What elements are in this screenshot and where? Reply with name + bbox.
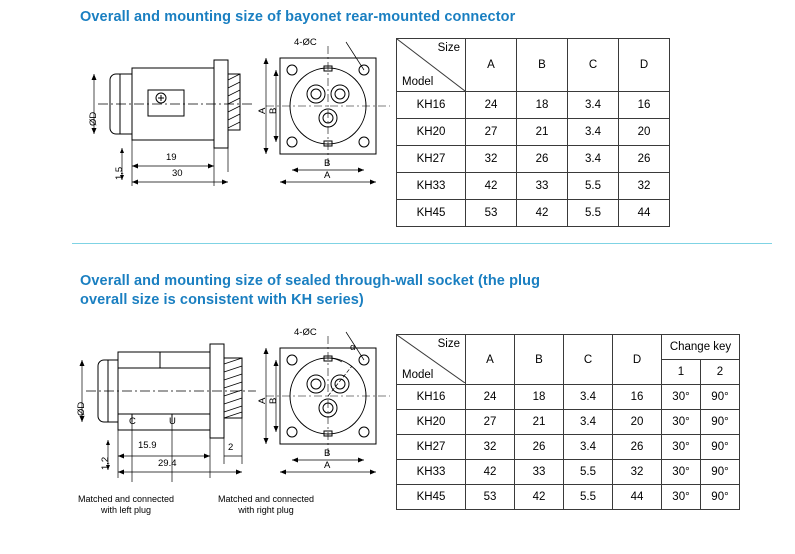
caption-left-line1: Matched and connected <box>77 494 175 504</box>
size-label: Size <box>437 42 460 54</box>
drawing-socket-front-view <box>250 322 400 502</box>
caption-right-line2: with right plug <box>238 505 294 515</box>
cell-model: KH33 <box>397 460 466 485</box>
column-header-c-2: C <box>564 335 613 385</box>
cell-d: 26 <box>613 435 662 460</box>
cell-b: 42 <box>515 485 564 510</box>
cell-b: 33 <box>517 173 568 200</box>
cell-a: 32 <box>466 435 515 460</box>
cell-c: 5.5 <box>568 200 619 227</box>
column-header-b: B <box>517 39 568 92</box>
label-dim-29-4: 29.4 <box>158 458 177 469</box>
cell-model: KH45 <box>397 485 466 510</box>
cell-c: 5.5 <box>564 460 613 485</box>
cell-key-1: 30° <box>662 385 701 410</box>
label-dim-1-5: 1,5 <box>114 166 125 180</box>
label-b-horizontal-1: B <box>324 158 331 169</box>
cell-b: 26 <box>517 146 568 173</box>
cell-d: 16 <box>613 385 662 410</box>
cell-d: 44 <box>613 485 662 510</box>
cell-key-2: 90° <box>701 485 740 510</box>
column-header-change-key: Change key <box>662 335 740 360</box>
label-dim-1-2: 1,2 <box>100 456 111 470</box>
cell-model: KH27 <box>397 146 466 173</box>
cell-a: 27 <box>466 119 517 146</box>
cell-c: 3.4 <box>568 119 619 146</box>
label-b-vertical-2: B <box>268 397 279 404</box>
column-header-c: C <box>568 39 619 92</box>
cell-d: 32 <box>613 460 662 485</box>
label-a-horizontal-2: A <box>324 460 331 471</box>
section-title-sealed-socket: Overall and mounting size of sealed through-wall socket (the plug overall size is consistent with KH series) <box>80 273 541 308</box>
label-hole-4-oc-2: 4-ØC <box>294 327 317 338</box>
cell-c: 3.4 <box>564 385 613 410</box>
cell-b: 21 <box>515 410 564 435</box>
label-b-vertical-1: B <box>268 107 279 114</box>
table-row <box>397 435 740 460</box>
cell-key-2: 90° <box>701 435 740 460</box>
cell-c: 5.5 <box>568 173 619 200</box>
cell-key-1: 30° <box>662 460 701 485</box>
table-row <box>397 173 670 200</box>
cell-d: 44 <box>619 200 670 227</box>
corner-header-cell <box>397 39 466 92</box>
cell-a: 32 <box>466 146 517 173</box>
spec-table-bayonet <box>396 38 670 227</box>
cell-d: 26 <box>619 146 670 173</box>
cell-model: KH45 <box>397 200 466 227</box>
cell-a: 42 <box>466 460 515 485</box>
cell-d: 16 <box>619 92 670 119</box>
cell-a: 27 <box>466 410 515 435</box>
label-hole-4-oc-1: 4-ØC <box>294 37 317 48</box>
table-row <box>397 146 670 173</box>
spec-table-sealed-socket <box>396 334 740 510</box>
column-header-d: D <box>619 39 670 92</box>
cell-d: 20 <box>613 410 662 435</box>
table-row <box>397 119 670 146</box>
cell-a: 42 <box>466 173 517 200</box>
cell-key-1: 30° <box>662 435 701 460</box>
cell-key-1: 30° <box>662 410 701 435</box>
column-header-key-1: 1 <box>662 360 701 385</box>
cell-model: KH16 <box>397 385 466 410</box>
cell-c: 3.4 <box>568 146 619 173</box>
corner-header-cell-2 <box>397 335 466 385</box>
cell-model: KH16 <box>397 92 466 119</box>
table-row <box>397 385 740 410</box>
column-header-a: A <box>466 39 517 92</box>
label-diameter-d-1: ØD <box>88 111 99 126</box>
column-header-d-2: D <box>613 335 662 385</box>
cell-a: 53 <box>466 485 515 510</box>
label-dim-19: 19 <box>166 152 177 163</box>
size-label-2: Size <box>437 338 460 350</box>
caption-left-line2: with left plug <box>100 505 152 515</box>
drawing-bayonet-front-view <box>250 30 400 210</box>
cell-b: 26 <box>515 435 564 460</box>
cell-key-2: 90° <box>701 385 740 410</box>
section-divider <box>72 243 772 244</box>
label-b-horizontal-2: B <box>324 448 331 459</box>
cell-model: KH20 <box>397 410 466 435</box>
table-row <box>397 200 670 227</box>
column-header-a-2: A <box>466 335 515 385</box>
table-row <box>397 460 740 485</box>
cell-key-1: 30° <box>662 485 701 510</box>
label-a-vertical-1: A <box>257 107 268 114</box>
column-header-b-2: B <box>515 335 564 385</box>
cell-d: 32 <box>619 173 670 200</box>
label-a-vertical-2: A <box>257 397 268 404</box>
label-letter-u: U <box>169 416 176 427</box>
label-letter-c: C <box>129 416 136 427</box>
cell-c: 3.4 <box>568 92 619 119</box>
label-a-horizontal-1: A <box>324 170 331 181</box>
cell-model: KH33 <box>397 173 466 200</box>
label-alpha-angle: α <box>350 342 356 353</box>
cell-c: 3.4 <box>564 435 613 460</box>
table-row <box>397 92 670 119</box>
cell-key-2: 90° <box>701 460 740 485</box>
cell-b: 33 <box>515 460 564 485</box>
label-dim-30: 30 <box>172 168 183 179</box>
cell-b: 18 <box>515 385 564 410</box>
table-header-row <box>397 39 670 92</box>
cell-a: 24 <box>466 92 517 119</box>
model-label: Model <box>402 76 434 88</box>
cell-model: KH27 <box>397 435 466 460</box>
column-header-key-2: 2 <box>701 360 740 385</box>
cell-key-2: 90° <box>701 410 740 435</box>
label-dim-15-9: 15.9 <box>138 440 157 451</box>
caption-left-plug <box>66 494 186 516</box>
cell-b: 42 <box>517 200 568 227</box>
label-dim-2: 2 <box>228 442 234 453</box>
cell-a: 24 <box>466 385 515 410</box>
cell-model: KH20 <box>397 119 466 146</box>
cell-d: 20 <box>619 119 670 146</box>
cell-a: 53 <box>466 200 517 227</box>
cell-b: 21 <box>517 119 568 146</box>
table-row <box>397 410 740 435</box>
caption-right-line1: Matched and connected <box>217 494 315 504</box>
table-header-row-top <box>397 335 740 360</box>
label-diameter-d-2: ØD <box>76 401 87 416</box>
model-label-2: Model <box>402 369 434 381</box>
section-title-bayonet: Overall and mounting size of bayonet rear-mounted connector <box>80 9 516 25</box>
cell-c: 5.5 <box>564 485 613 510</box>
cell-b: 18 <box>517 92 568 119</box>
cell-c: 3.4 <box>564 410 613 435</box>
table-row <box>397 485 740 510</box>
